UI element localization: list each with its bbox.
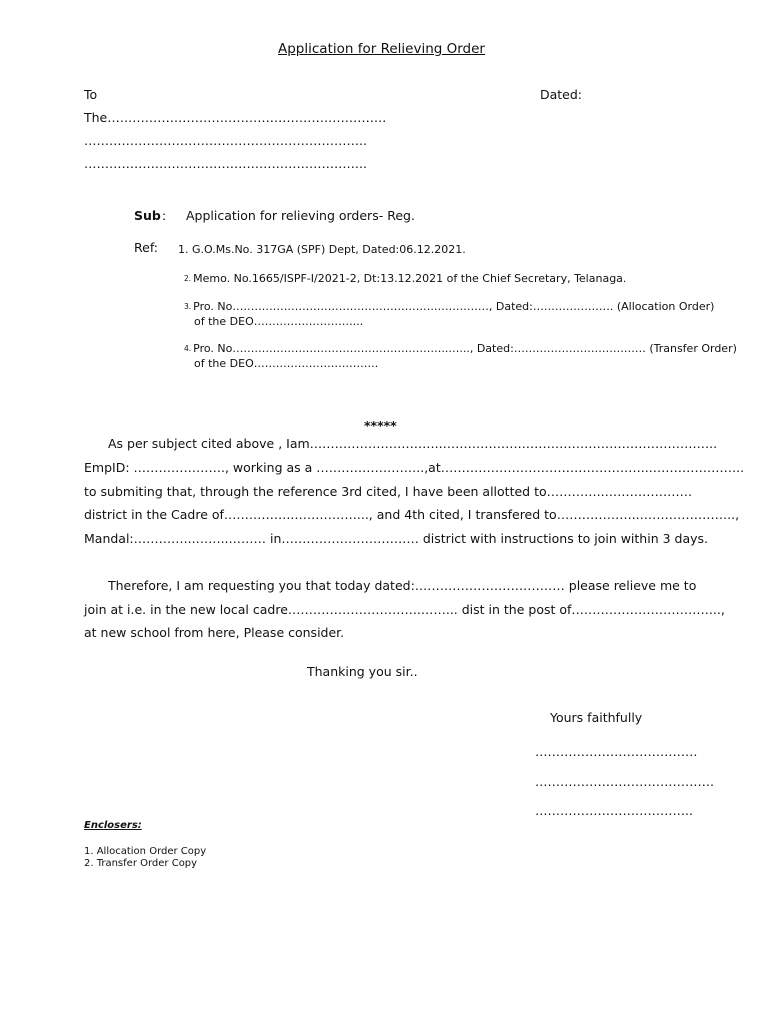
address-line-1: The…………………………………………………………. <box>84 110 387 125</box>
body-line-5: Mandal:…………...……..……… in…………………………… district with instructions to join within 3 days. <box>84 531 709 546</box>
enclosures-label: Enclosers: <box>84 820 142 831</box>
separator-stars: ***** <box>364 418 397 433</box>
address-line-2: ………………………………………………………….. <box>84 133 367 148</box>
reference-item-1: 1. G.O.Ms.No. 317GA (SPF) Dept, Dated:06.12.2021. <box>178 243 466 256</box>
thanks-text: Thanking you sir.. <box>307 664 418 679</box>
enclosure-item-2: 2. Transfer Order Copy <box>84 858 198 869</box>
page-title: Application for Relieving Order <box>278 41 485 57</box>
reference-item-2-number: 2. <box>184 274 192 283</box>
address-line-3: ………………………………………………………….. <box>84 156 367 171</box>
subject-colon: : <box>162 208 167 223</box>
reference-label: Ref: <box>134 240 158 255</box>
body-line-4: district in the Cadre of……………..……………..., and 4th cited, I transfered to………………..………………….., <box>84 507 740 522</box>
signature-line-1: ………………………………… <box>535 744 698 759</box>
subject-label: Sub <box>134 208 161 223</box>
subject-text: Application for relieving orders- Reg. <box>186 208 415 223</box>
signature-line-3: ……………………………….. <box>535 803 693 818</box>
reference-item-4-number: 4. <box>184 344 192 353</box>
reference-item-3-text: Pro. No……………………………………………….……………, Dated:…………………. (Allocation Order) <box>193 300 715 313</box>
body2-line-3: at new school from here, Please consider. <box>84 625 345 640</box>
reference-item-4-continuation: of the DEO……………………………. <box>194 357 379 370</box>
reference-item-4-text: Pro. No…………………………………………………..…..., Dated:……………………………… (Transfer Order) <box>193 342 737 355</box>
body2-line-1: Therefore, I am requesting you that today dated:……………………………… please relieve me to <box>108 578 697 593</box>
reference-item-3-number: 3. <box>184 302 192 311</box>
enclosure-item-1: 1. Allocation Order Copy <box>84 846 207 857</box>
signature-line-2: ……………………………………. <box>535 774 714 789</box>
to-label: To <box>84 87 98 102</box>
closing-text: Yours faithfully <box>550 710 643 725</box>
reference-item-2 <box>184 271 626 288</box>
body-line-2: EmpID: …………………., working as a ……………………..,at…………………………………………..………………….. <box>84 460 745 475</box>
dated-label: Dated: <box>540 87 583 102</box>
body-line-1: As per subject cited above , Iam…………………………..……………….……………………………………….. <box>108 436 718 451</box>
body2-line-2: join at i.e. in the new local cadre…………………………..……... dist in the post of……………………………..., <box>84 602 725 617</box>
reference-item-2-text: Memo. No.1665/ISPF-I/2021-2, Dt:13.12.2021 of the Chief Secretary, Telanaga. <box>193 272 627 285</box>
reference-item-3-continuation: of the DEO………………………... <box>194 315 364 328</box>
body-line-3: to submiting that, through the reference 3rd cited, I have been allotted to…………..………………… <box>84 484 693 499</box>
